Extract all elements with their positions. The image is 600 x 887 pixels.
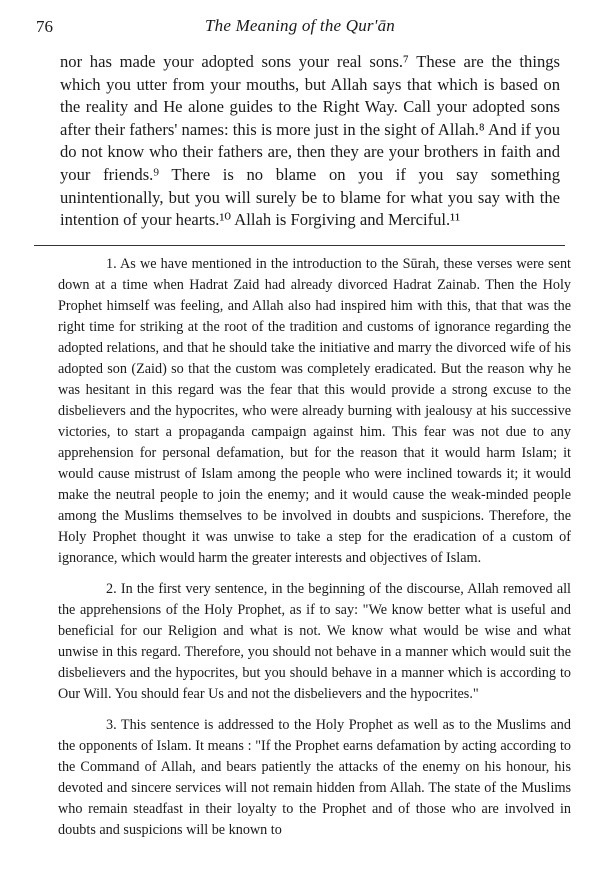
footnote-1: 1. As we have mentioned in the introduction to the Sūrah, these verses were sent down at a time when Hadrat Zaid had already divorced Hadrat Zainab. Then the Holy Prophet himself was feeling, and Allah also had inspired him with this, that that was the right time for striking at the root of the tradition and customs of ignorance regarding the adopted relations, and that he should take the initiative and marry the divorced wife of his adopted son (Zaid) so that the custom was completely eradicated. But the reason why he was hesitant in this regard was the fear that this would provide a strong excuse to the disbelievers and the hypocrites, who were already burning with jealousy at his successive victories, to start a propaganda campaign against him. This fear was not due to any apprehension for personal defamation, but for the reason that it would harm Islam; it would cause mistrust of Islam among the people who were inclined towards it; it would make the neutral people to join the enemy; and it would cause the weak-minded people among the Muslims themselves to be involved in doubts and suspicions. Therefore, the Holy Prophet thought it was unwise to take a step for the eradication of a custom of ignorance, which would harm the greater interests and objectives of Islam.: [58, 256, 571, 566]
page-number: 76: [36, 17, 53, 36]
running-title: The Meaning of the Qur'ān: [205, 16, 395, 35]
footnote-3: 3. This sentence is addressed to the Holy Prophet as well as to the Muslims and the opponents of Islam. It means : "If the Prophet earns defamation by acting according to the Command of Allah, and bears patiently the attacks of the enemy on his honour, his devoted and sincere services will not remain hidden from Allah. The state of the Muslims who remain steadfast in their loyalty to the Prophet and of those who are involved in doubts and suspicions will be known to: [58, 717, 571, 838]
footnotes: [58, 254, 571, 841]
footnote-divider: [34, 245, 565, 246]
footnote-2: 2. In the first very sentence, in the beginning of the discourse, Allah removed all the apprehensions of the Holy Prophet, as if to say: "We know better what is useful and beneficial for our Religion and what is not. We know what would be wise and what unwise in this regard. Therefore, you should not behave in a manner which would suit the disbelievers and the hypocrites, but you should behave in a manner which is according to Our Will. You should fear Us and not the disbelievers and the hypocrites.": [58, 581, 571, 702]
main-verse-text: nor has made your adopted sons your real sons.⁷ These are the things which you utter from your mouths, but Allah says that which is based on the reality and He alone guides to the Right Way. Call your adopted sons after their fathers' names: this is more just in the sight of Allah.⁸ And if you do not know who their fathers are, then they are your brothers in faith and your friends.⁹ There is no blame on you if you say something unintentionally, but you will surely be to blame for what you say with the intention of your hearts.¹⁰ Allah is Forgiving and Merciful.¹¹: [60, 52, 560, 230]
